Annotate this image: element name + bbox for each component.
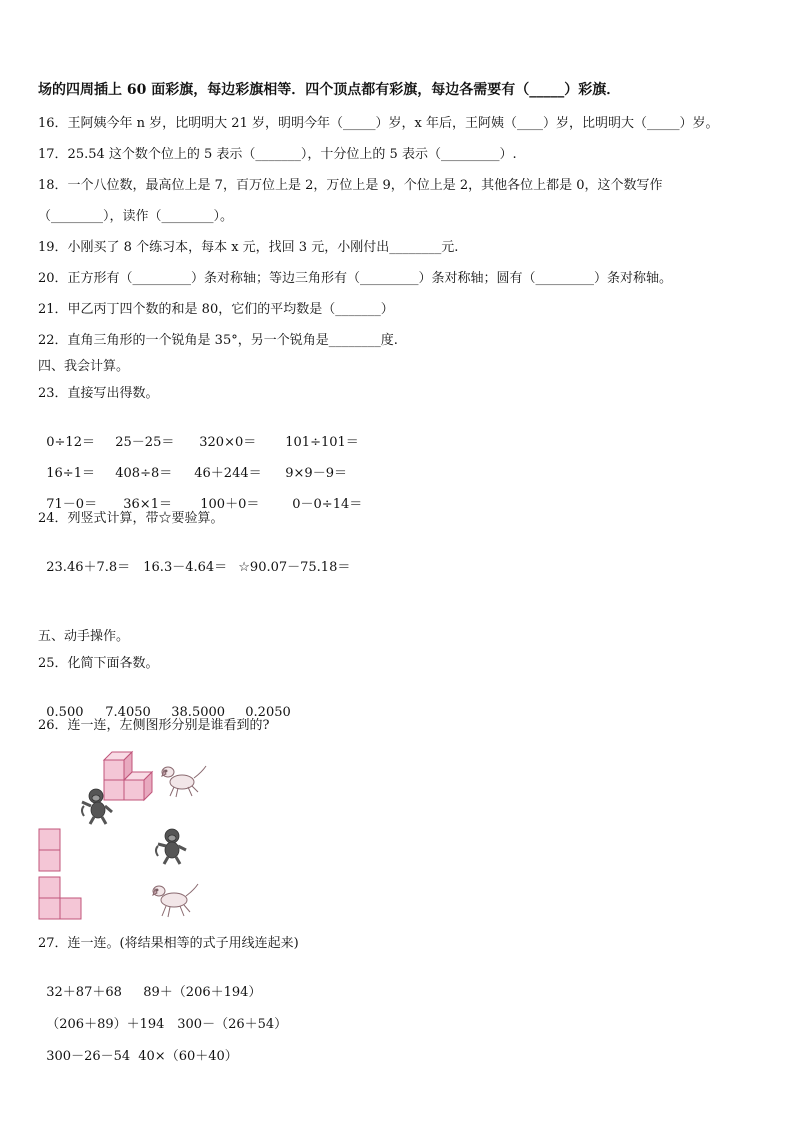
question-27-title: 27．连一连。(将结果相等的式子用线连起来): [38, 936, 299, 951]
calc-item: 0－0÷14＝: [292, 497, 363, 512]
question-25-title: 25．化简下面各数。: [38, 656, 159, 671]
l-shape: [38, 876, 84, 922]
calc-item: 16÷1＝: [46, 466, 95, 481]
question-24-title: 24．列竖式计算，带☆要验算。: [38, 511, 224, 526]
simplify-item: 0.500: [46, 705, 84, 720]
calc-item: 100＋0＝: [200, 497, 260, 512]
vertical-calc-item: 16.3－4.64＝: [143, 560, 228, 575]
section-5-heading: 五、动手操作。: [38, 629, 130, 644]
vertical-calc-row: [38, 541, 350, 577]
calc-item: 0÷12＝: [46, 435, 95, 450]
match-item-right: 89＋（206＋194）: [143, 985, 262, 1000]
question-20: 20．正方形有（_________）条对称轴；等边三角形有（_________）条对称轴；圆有（_________）条对称轴。: [38, 271, 673, 286]
match-row-2: [38, 998, 287, 1034]
question-26-title: 26．连一连，左侧图形分别是谁看到的?: [38, 718, 270, 733]
dog-icon: [160, 762, 208, 800]
question-21: 21．甲乙丙丁四个数的和是 80，它们的平均数是（_______）: [38, 302, 394, 317]
two-square-shape: [38, 828, 62, 872]
match-item-right: 40×（60＋40）: [138, 1049, 238, 1064]
intro-line: 场的四周插上 60 面彩旗，每边彩旗相等．四个顶点都有彩旗，每边各需要有（_____）彩旗．: [38, 82, 621, 98]
question-22: 22．直角三角形的一个锐角是 35°，另一个锐角是________度.: [38, 333, 398, 348]
question-19: 19．小刚买了 8 个练习本，每本 x 元，找回 3 元，小刚付出________元.: [38, 240, 459, 255]
dog-icon: [150, 880, 200, 920]
monkey-icon: [78, 786, 118, 826]
monkey-icon: [152, 826, 192, 866]
match-row-1: [38, 966, 261, 1002]
match-item-right: 300－（26＋54）: [177, 1017, 288, 1032]
section-4-heading: 四、我会计算。: [38, 359, 130, 374]
calc-item: 71－0＝: [46, 497, 98, 512]
match-item-left: 300－26－54: [46, 1049, 131, 1064]
calc-item: 408÷8＝: [115, 466, 173, 481]
match-row-3: [38, 1030, 238, 1066]
calc-item: 36×1＝: [123, 497, 172, 512]
match-item-left: （206＋89）＋194: [46, 1017, 165, 1032]
simplify-item: 0.2050: [245, 705, 291, 720]
question-17: 17．25.54 这个数个位上的 5 表示（_______），十分位上的 5 表示（_________）.: [38, 147, 517, 162]
calc-item: 320×0＝: [199, 435, 257, 450]
question-16: 16．王阿姨今年 n 岁，比明明大 21 岁，明明今年（_____）岁，x 年后，王阿姨（____）岁，比明明大（_____）岁。: [38, 116, 719, 131]
calc-item: 101÷101＝: [285, 435, 359, 450]
calc-item: 25－25＝: [115, 435, 175, 450]
vertical-calc-item: ☆90.07－75.18＝: [238, 560, 351, 575]
question-18-line-2: （________），读作（________）。: [38, 209, 234, 224]
vertical-calc-item: 23.46＋7.8＝: [46, 560, 131, 575]
calc-item: 9×9－9＝: [285, 466, 347, 481]
calc-row-3: [38, 478, 362, 514]
simplify-item: 7.4050: [105, 705, 151, 720]
calc-item: 46＋244＝: [194, 466, 262, 481]
simplify-item: 38.5000: [171, 705, 226, 720]
match-item-left: 32＋87＋68: [46, 985, 122, 1000]
question-23-title: 23．直接写出得数。: [38, 386, 159, 401]
question-18-line-1: 18．一个八位数，最高位上是 7，百万位上是 2，万位上是 9，个位上是 2，其他各位上都是 0，这个数写作: [38, 178, 663, 193]
